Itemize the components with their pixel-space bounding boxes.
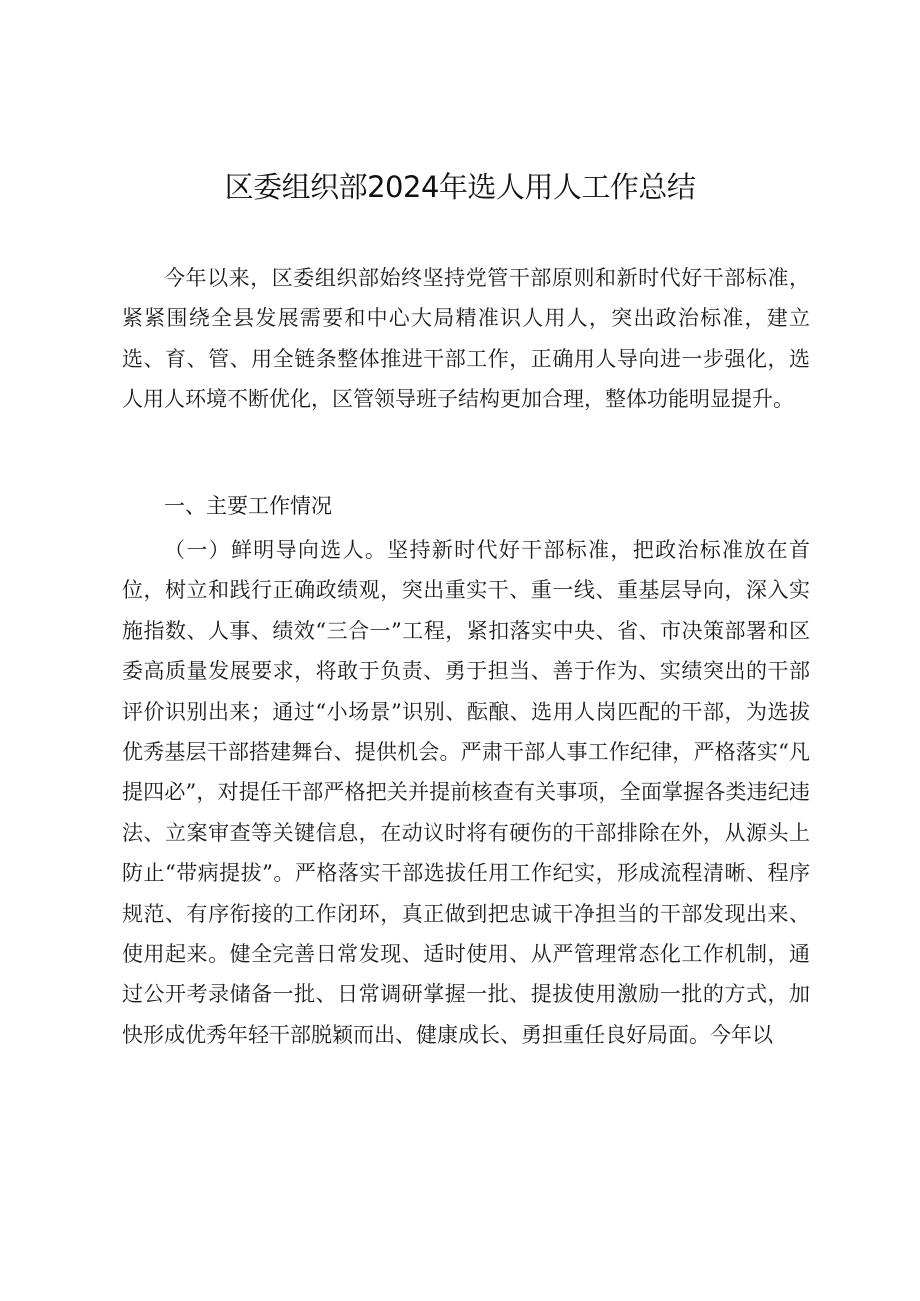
- section-paragraph: （一）鲜明导向选人。坚持新时代好干部标准，把政治标准放在首位，树立和践行正确政绩观，突出重实干、重一线、重基层导向，深入实施指数、人事、绩效“三合一”工程，紧扣落实中央、省、市决策部署和区委高质量发展要求，将敢于负责、勇于担当、善于作为、实绩突出的干部评价识别出来；通过“小场景”识别、酝酿、选用人岗匹配的干部，为选拔优秀基层干部搭建舞台、提供机会。严肃干部人事工作纪律，严格落实“凡提四必”，对提任干部严格把关并提前核查有关事项，全面掌握各类违纪违法、立案审查等关键信息，在动议时将有硬伤的干部排除在外，从源头上防止“带病提拔”。严格落实干部选拔任用工作纪实，形成流程清晰、程序规范、有序衔接的工作闭环，真正做到把忠诚干净担当的干部发现出来、使用起来。健全完善日常发现、适时使用、从严管理常态化工作机制，通过公开考录储备一批、日常调研掌握一批、提拔使用激励一批的方式，加快形成优秀年轻干部脱颖而出、健康成长、勇担重任良好局面。今年以: [122, 538, 810, 1047]
- intro-paragraph: 今年以来，区委组织部始终坚持党管干部原则和新时代好干部标准，紧紧围绕全县发展需要和中心大局精准识人用人，突出政治标准，建立选、育、管、用全链条整体推进干部工作，正确用人导向进一步强化，选人用人环境不断优化，区管领导班子结构更加合理，整体功能明显提升。: [122, 266, 810, 412]
- section-heading: 一、主要工作情况: [164, 494, 332, 518]
- document-title: 区委组织部2024年选人用人工作总结: [224, 170, 696, 204]
